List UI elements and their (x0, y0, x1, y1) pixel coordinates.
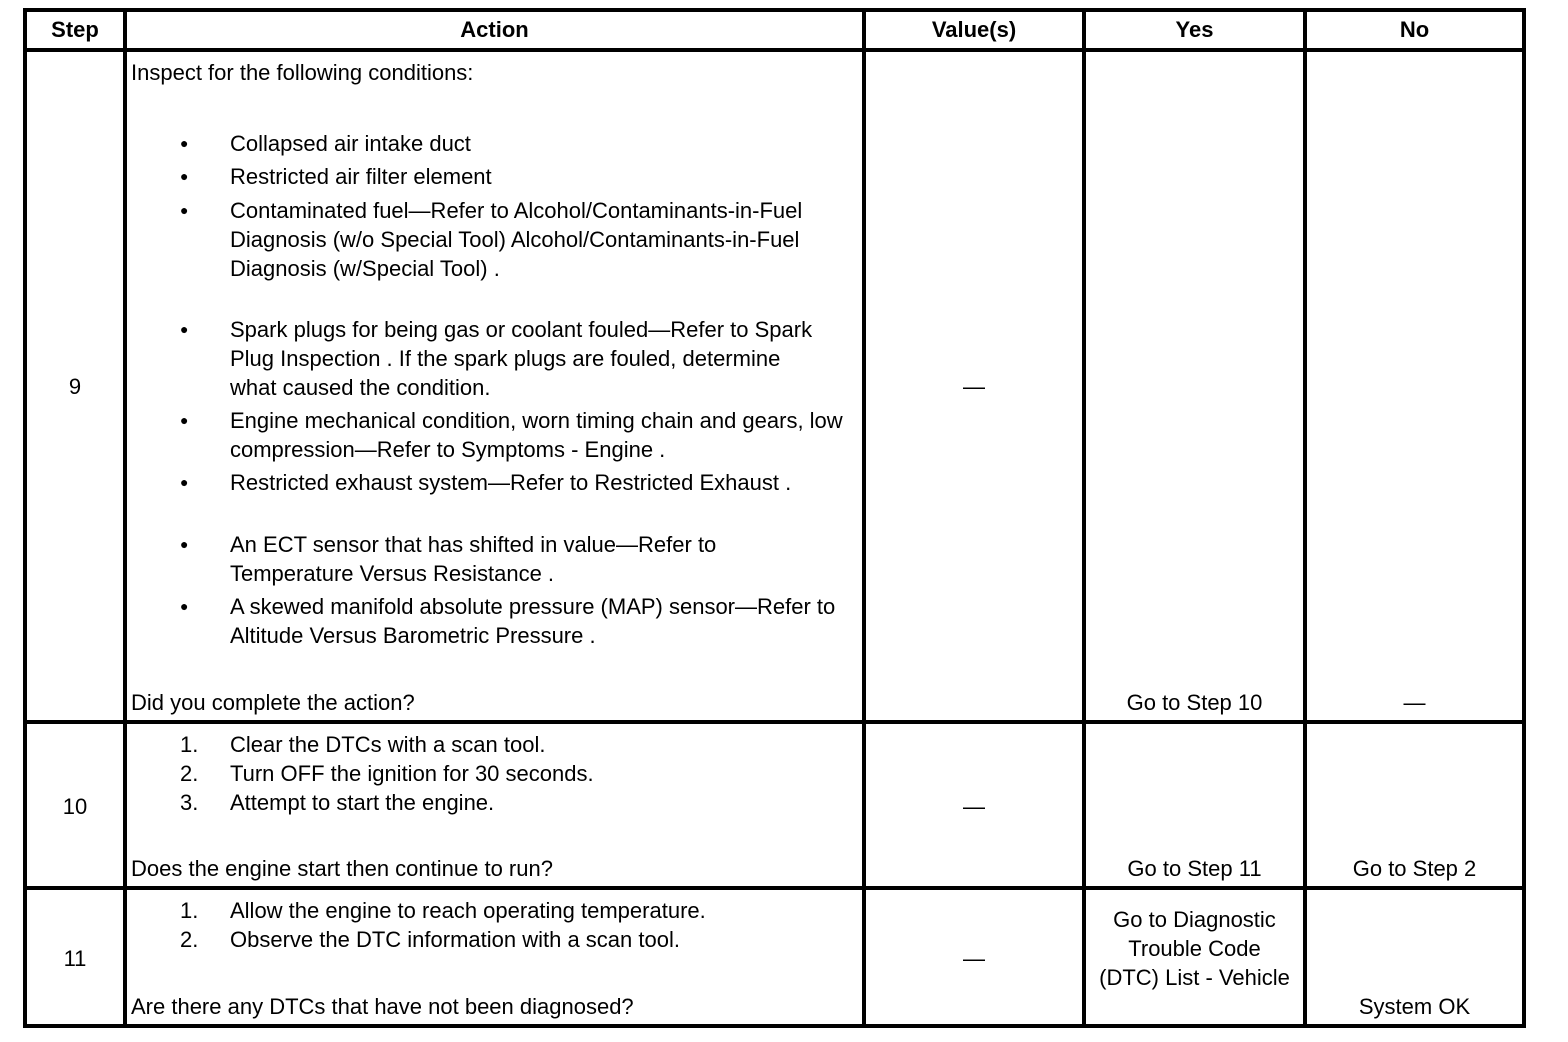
step-number: 10 (62, 794, 88, 819)
value-cell: — (963, 946, 985, 971)
list-item: A skewed manifold absolute pressure (MAP) sensor—Refer to Altitude Versus Barometric Pressure . (230, 594, 836, 648)
header-values: Value(s) (931, 17, 1017, 42)
no-cell: Go to Step 2 (1352, 856, 1477, 881)
list-item: Restricted air filter element (230, 164, 492, 189)
list-number: 3. (180, 790, 199, 815)
list-item: Clear the DTCs with a scan tool. (230, 732, 546, 757)
row-divider (23, 886, 1526, 890)
header-yes: Yes (1175, 17, 1214, 42)
yes-cell: Go to Diagnostic Trouble Code (DTC) List - Vehicle (1099, 907, 1290, 990)
list-item: Contaminated fuel—Refer to Alcohol/Contaminants-in-Fuel Diagnosis (w/o Special Tool) Alcohol/Contaminants-in-Fuel Diagnosis (w/Special Tool) . (230, 198, 803, 281)
header-step: Step (51, 17, 99, 42)
table-border-left (23, 8, 27, 1028)
action-question: Does the engine start then continue to run? (131, 856, 553, 881)
list-number: 2. (180, 761, 199, 786)
bullet-icon: ● (180, 474, 189, 490)
bullet-icon: ● (180, 168, 189, 184)
list-item: Spark plugs for being gas or coolant fouled—Refer to Spark Plug Inspection . If the spark plugs are fouled, determine what caused the condition. (230, 317, 813, 400)
list-item: Collapsed air intake duct (230, 131, 471, 156)
list-item: Observe the DTC information with a scan tool. (230, 927, 680, 952)
list-item: An ECT sensor that has shifted in value—Refer to Temperature Versus Resistance . (230, 532, 717, 586)
header-divider (23, 48, 1526, 52)
bullet-icon: ● (180, 598, 189, 614)
bullet-icon: ● (180, 202, 189, 218)
row-divider (23, 720, 1526, 724)
header-no: No (1399, 17, 1430, 42)
step-number: 9 (68, 374, 82, 399)
yes-cell: Go to Step 10 (1126, 690, 1263, 715)
no-cell: — (1403, 690, 1426, 715)
action-intro: Inspect for the following conditions: (131, 60, 474, 85)
column-divider (862, 8, 866, 1028)
list-item: Attempt to start the engine. (230, 790, 495, 815)
action-question: Did you complete the action? (131, 690, 415, 715)
header-action: Action (460, 17, 529, 42)
table-border-top (23, 8, 1526, 12)
action-question: Are there any DTCs that have not been diagnosed? (131, 994, 634, 1019)
value-cell: — (963, 794, 985, 819)
list-item: Turn OFF the ignition for 30 seconds. (230, 761, 594, 786)
bullet-icon: ● (180, 135, 189, 151)
list-number: 1. (180, 732, 199, 757)
list-item: Engine mechanical condition, worn timing chain and gears, low compression—Refer to Symptoms - Engine . (230, 408, 843, 462)
bullet-icon: ● (180, 412, 189, 428)
value-cell: — (963, 374, 985, 399)
list-number: 1. (180, 898, 199, 923)
step-number: 11 (63, 946, 87, 971)
list-item: Allow the engine to reach operating temperature. (230, 898, 706, 923)
list-number: 2. (180, 927, 199, 952)
column-divider (123, 8, 127, 1028)
bullet-icon: ● (180, 321, 189, 337)
yes-cell: Go to Step 11 (1127, 856, 1262, 881)
table-border-bottom (23, 1024, 1526, 1028)
list-item: Restricted exhaust system—Refer to Restricted Exhaust . (230, 470, 792, 495)
bullet-icon: ● (180, 536, 189, 552)
no-cell: System OK (1358, 994, 1471, 1019)
table-border-right (1522, 8, 1526, 1028)
